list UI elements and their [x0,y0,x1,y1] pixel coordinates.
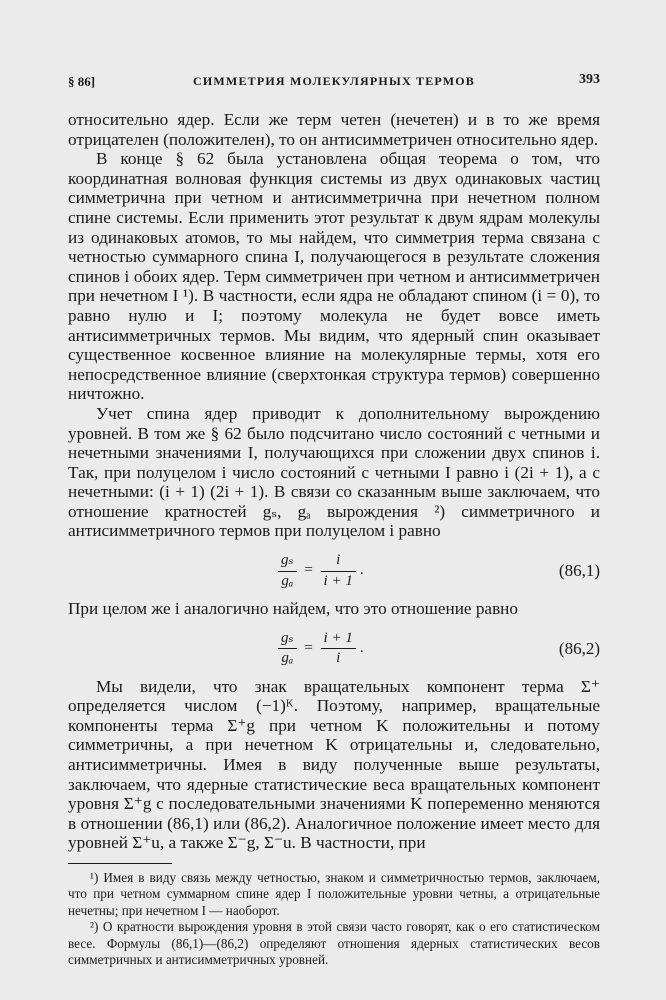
fraction-denominator: i [336,650,341,667]
footnote-1: ¹) Имея в виду связь между четностью, знаком и симметричностью термов, заключаем, что при четном суммарном спине ядер I положительные уровни четны, а отрицательные нечетны; при нечетном I — наоборот. [68,870,600,918]
footnote-divider [68,863,172,864]
book-page [68,70,600,968]
paragraph: относительно ядер. Если же терм четен (нечетен) и в то же время отрицателен (положителен), то он антисимметричен относительно ядер. [68,110,600,149]
equals-sign: = [304,562,313,579]
fraction-numerator: gₛ [278,629,297,650]
page-number: 393 [579,72,600,87]
footnote-2: ²) О кратности вырождения уровня в этой связи часто говорят, как о его статистическом весе. Формулы (86,1)—(86,2) определяют отношения ядерных статистических весов симметричных и антисимметричных уровней. [68,919,600,968]
fraction-denominator: i + 1 [323,572,353,589]
running-head [68,70,600,92]
paragraph: Мы видели, что знак вращательных компонент терма Σ⁺ определяется числом (−1)ᴷ. Поэтому, например, вращательные компоненты терма Σ⁺g при четном K положительны и потому симметричны, а при нечетном K отрицательны и, следовательно, антисимметричны. Имея в виду полученные выше результаты, заключаем, что ядерные статистические веса вращательных компонент уровня Σ⁺g с последовательными значениями K попеременно меняются в отношении (86,1) или (86,2). Аналогичное положение имеет место для уровней Σ⁺u, а также Σ⁻g, Σ⁻u. В частности, при [68,676,600,853]
fraction-rhs [321,629,356,669]
fraction-lhs [278,629,297,669]
fraction-numerator: gₛ [278,551,297,572]
footnotes [68,870,600,968]
equation-number: (86,2) [558,638,600,658]
equation-period: . [359,562,364,579]
section-marker: § 86] [68,74,96,89]
main-text [68,110,600,853]
equation-period: . [359,639,364,656]
fraction-denominator: gₐ [281,650,294,667]
paragraph: При целом же i аналогично найдем, что это отношение равно [68,599,518,619]
chapter-title: СИММЕТРИЯ МОЛЕКУЛЯРНЫХ ТЕРМОВ [193,74,475,88]
fraction-lhs [278,551,297,591]
equation-body [278,629,368,669]
fraction-denominator: gₐ [281,572,294,589]
fraction-rhs [321,551,356,591]
equation-86-2 [68,625,600,671]
paragraph: Учет спина ядер приводит к дополнительному вырождению уровней. В том же § 62 было подсчитано число состояний с четными и нечетными значениями I, получающихся при сложении двух спинов i. Так, при полуцелом i число состояний с четными I равно i (2i + 1), а с нечетными: (i + 1) (2i + 1). В связи со сказанным выше заключаем, что отношение кратностей gₛ, gₐ вырождения ²) симметричного и антисимметричного термов при полуцелом i равно [68,403,600,541]
equation-86-1 [68,547,600,593]
paragraph: В конце § 62 была установлена общая теорема о том, что координатная волновая функция системы из двух одинаковых частиц симметрична при четном и антисимметрична при нечетном полном спине системы. Если применить этот результат к двум ядрам молекулы из одинаковых атомов, то мы найдем, что симметрия терма связана с четностью суммарного спина I, получающегося в результате сложения спинов i обоих ядер. Терм симметричен при четном и антисимметричен при нечетном I ¹). В частности, если ядра не обладают спином (i = 0), то равно нулю и I; поэтому молекула не будет вовсе иметь антисимметричных термов. Мы видим, что ядерный спин оказывает существенное косвенное влияние на молекулярные термы, хотя его непосредственное влияние (сверхтонкая структура термов) совершенно ничтожно. [68,149,600,404]
equation-number: (86,1) [558,561,600,581]
fraction-numerator: i [321,551,356,572]
fraction-numerator: i + 1 [321,629,356,650]
equals-sign: = [304,639,313,656]
equation-body [278,551,368,591]
